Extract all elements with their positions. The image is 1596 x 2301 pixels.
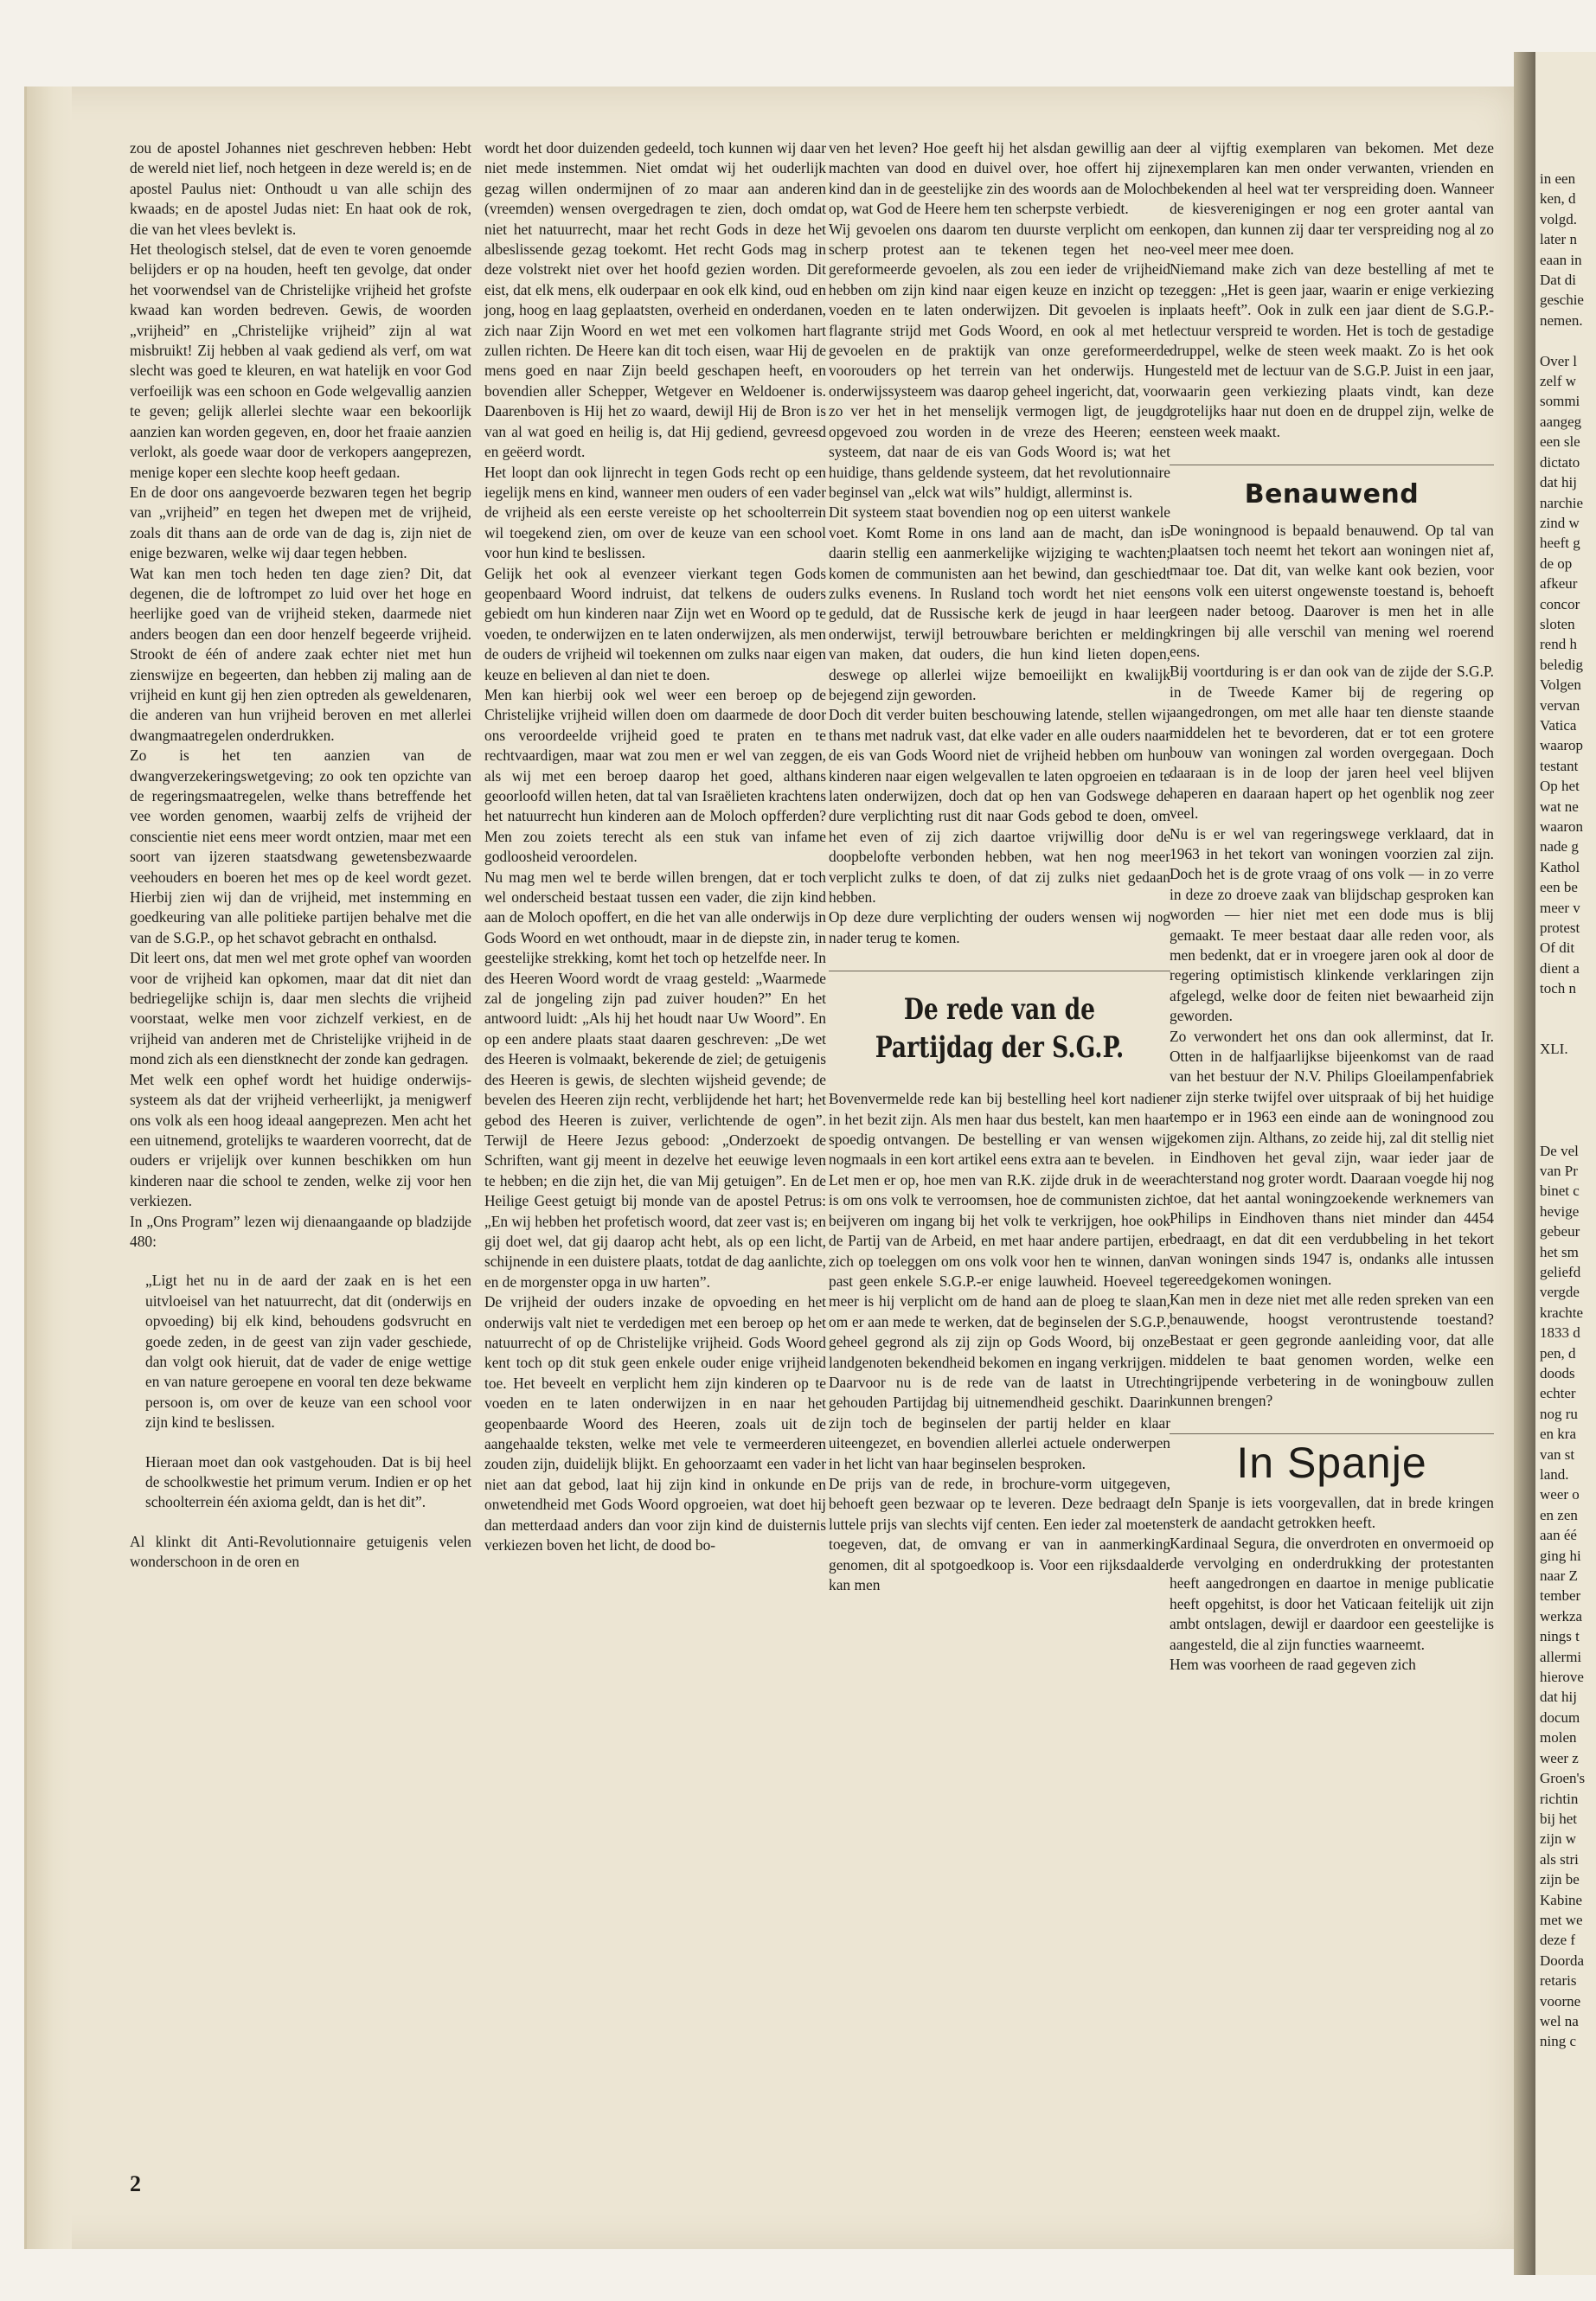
paragraph: Bij voortduring is er dan ook van de zijde der S.G.P. in de Tweede Kamer bij de regering op aangedrongen, om met alle haar ten dienste staande middelen het te bevorderen, dat er tot een grotere bouw van woningen zal worden overgegaan. Doch daaraan is in de loop der jaren heel veel blijven haperen en daaraan hapert op het ogenblik nog zeer veel.	[1170, 663, 1494, 823]
fragment-line: nade g	[1540, 838, 1579, 856]
fragment-line: concor	[1540, 595, 1580, 612]
fragment-line: dictato	[1540, 453, 1580, 471]
paragraph: Wij gevoelen ons daarom ten duurste verplicht om een scherp protest aan te tekenen tegen het neo-gereformeerde gevoelen, als zou een ieder de vrijheid hebben om zijn kind naar eigen keuze en inzicht op te voeden en te laten onderwijzen. Dit gevoelen is in flagrante strijd met Gods Woord, en ook al met het gevoelen en de praktijk van onze gereformeerde voorouders op het terrein van het onderwijs. Hun onderwijssysteem was daarop geheel ingericht, dat, voor zo ver het in het menselijk vermogen ligt, de jeugd opgevoed zou worden in de vreze des Heeren; een systeem, dat naar de eis van Gods Woord is; wat het huidige, thans geldende systeem, dat het revolutionnaire beginsel van „elck wat wils” huldigt, allerminst is.	[829, 220, 1170, 501]
paragraph: Niemand make zich van deze bestelling af met te zeggen: „Het is geen jaar, waarin er enige verkiezing plaats heeft”. Ook in zulk een jaar dient de S.G.P.-lectuur verspreid te worden. Het is toch de gestadige druppel, welke de steen week maakt. Zo is het ook gesteld met de lectuur van de S.G.P. Juist in een jaar, waarin geen verkiezing plaats vindt, kan deze grotelijks haar nut doen en de druppel zijn, welke de steen week maakt.	[1170, 260, 1494, 440]
fragment-line	[1540, 330, 1596, 350]
fragment-line: 1833 d	[1540, 1324, 1580, 1342]
paragraph: En de door ons aangevoerde bezwaren tegen het begrip van „vrijheid” en tegen het dwepen met de vrijheid, zoals dit thans aan de orde van de dag is, zijn niet de enige bezwaren, welke wij daar tegen hebben.	[130, 483, 471, 562]
fragment-line: vervan	[1540, 696, 1580, 714]
fragment-line: Dat di	[1540, 272, 1577, 289]
fragment-line: een sle	[1540, 433, 1580, 451]
fragment-line: geliefd	[1540, 1263, 1581, 1280]
fragment-line: XLI.	[1540, 1041, 1568, 1058]
fragment-line: vergde	[1540, 1284, 1580, 1301]
paragraph: Met welk een ophef wordt het huidige onderwijs-systeem als dat der vrijheid verheerlijkt, ja menigwerf ons volk als een hoog ideaal aangeprezen. Men acht het een uitnemend, grotelijks te waarderen voorrecht, dat de ouders er vrijelijk over kunnen beschikken om hun kinderen naar die school te zenden, welke zij voor hen verkiezen.	[130, 1070, 471, 1210]
paragraph: Kardinaal Segura, die onverdroten en onvermoeid op de vervolging en onderdrukking der protestanten heeft aangedrongen en daartoe in menige publicatie heeft opgehitst, is door het Vaticaan feitelijk uit zijn ambt ontslagen, dewijl er daardoor een geestelijke is aangesteld, die al zijn functies waarneemt.	[1170, 1534, 1494, 1653]
fragment-line: binet c	[1540, 1183, 1580, 1200]
fragment-line: een be	[1540, 879, 1578, 896]
fragment-line: naar Z	[1540, 1567, 1578, 1585]
fragment-line: land.	[1540, 1466, 1569, 1483]
paragraph: Doch dit verder buiten beschouwing latende, stellen wij thans met nadruk vast, dat elke vader en alle ouders naar de eis van Gods Woord niet de vrijheid hebben om hun kinderen naar eigen welgevallen te laten opgroeien en te laten onderwijzen, doch dat op hen van Godswege de dure verplichting rust dit naar Gods gebod te doen, om het even of zij zich daartoe vrijwillig door de doopbelofte verbonden hebben, wat hen nog meer verplicht zulks te doen, of dat zij zulks niet gedaan hebben.	[829, 706, 1170, 907]
fragment-line: sloten	[1540, 615, 1575, 632]
fragment-line: toch n	[1540, 980, 1577, 997]
paragraph: Gelijk het ook al evenzeer vierkant tegen Gods geopenbaard Woord indruist, dat telkens de ouders gebiedt om hun kinderen naar Zijn wet en Woord op te voeden, te onderwijzen en te laten onderwijzen, als men de ouders de vrijheid wil toekennen om zulks naar eigen keuze en believen al dan niet te doen.	[484, 564, 826, 683]
fragment-line: weer z	[1540, 1749, 1579, 1766]
fragment-line: Op het	[1540, 778, 1580, 795]
fragment-line: zind w	[1540, 514, 1580, 531]
quote-paragraph: Hieraan moet dan ook vastgehouden. Dat is bij heel de schoolkwestie het primum verum. Indien er op het schoolterrein één axioma geldt, dan is het dit”.	[145, 1452, 471, 1511]
fragment-line: sommi	[1540, 393, 1580, 410]
fragment-line: docum	[1540, 1708, 1580, 1726]
fragment-line	[1540, 1080, 1596, 1099]
fragment-line: van Pr	[1540, 1162, 1578, 1179]
paragraph: Het loopt dan ook lijnrecht in tegen Gods recht op een iegelijk mens en kind, wanneer men ouders of een vader de vrijheid als een eerste vereiste op het schoolterrein wil toegekend zien, om over de keuze van een school voor hun kind te beslissen.	[484, 463, 826, 562]
paragraph: Zo verwondert het ons dan ook allerminst, dat Ir. Otten in de halfjaarlijkse bijeenkomst van de raad van het bestuur der N.V. Philips Gloeilampenfabriek er zijn sterke twijfel over uitspraak of bij het huidige tempo er in 1963 een einde aan de woningnood zou gekomen zijn. Althans, zo zeide hij, zal dit stellig niet in Eindhoven het geval zijn, waar ieder jaar de achterstand nog groter wordt. Daaraan voegde hij nog toe, dat het aantal woningzoekende werknemers van Philips in Eindhoven thans niet minder dan 4454 bedraagt, en dat dit een verdubbeling in het tekort van woningen sinds 1947 is, ondanks alle intussen gereedgekomen woningen.	[1170, 1027, 1494, 1288]
paragraph: Men kan hierbij ook wel weer een beroep op de Christelijke vrijheid willen doen om daarmede de door ons veroordeelde vrijheid goed te praten en te rechtvaardigen, maar wat zou men er wel van zeggen, als wij met een beroep daarop het goed, althans geoorloofd willen heten, dat tal van Israëlieten krachtens het natuurrecht hun kinderen aan de Moloch opfferden? Men zou zoiets terecht als een stuk van infame godloosheid veroordelen.	[484, 685, 827, 866]
fragment-line: Groen's	[1540, 1770, 1586, 1787]
fragment-line: wel na	[1540, 2012, 1579, 2029]
fragment-line	[1540, 1100, 1596, 1120]
fragment-line: afkeur	[1540, 575, 1578, 593]
paragraph: Daarvoor nu is de rede van de laatst in Utrecht gehouden Partijdag bij uitnemendheid geschikt. Daarin zijn toch de beginselen der partij helder en klaar uiteengezet, en bovendien allerlei actuele onderwerpen in het licht van haar beginselen besproken.	[829, 1373, 1170, 1472]
fragment-line: meer v	[1540, 899, 1580, 916]
fragment-line: waarop	[1540, 737, 1584, 754]
fragment-line: wat ne	[1540, 798, 1579, 815]
fragment-line	[1540, 1060, 1596, 1080]
fragment-line: volgd.	[1540, 210, 1577, 228]
heading-partijdag: De rede van de Partijdag der S.G.P.	[875, 992, 1125, 1066]
fragment-line: van st	[1540, 1445, 1575, 1463]
fragment-line	[1540, 999, 1596, 1019]
column-4	[1170, 138, 1494, 1675]
column-3	[829, 138, 1170, 1595]
heading-spanje: In Spanje	[1236, 1439, 1427, 1488]
fragment-line: aan éé	[1540, 1527, 1577, 1544]
paragraph: Wat kan men toch heden ten dage zien? Dit, dat degenen, die de loftrompet zo luid over het hoge en heerlijke goed van de vrijheid steken, daarmede niet anders beogen dan een door henzelf begeerde vrijheid. Strookt de één of andere zaak echter niet met hun zienswijze en begeerten, dan hebben zij maling aan de vrijheid en kunt gij hen zien optreden als geweldenaren, die anderen van hun vrijheid beroven en met allerlei dwangmaatregelen onderdrukken.	[130, 564, 471, 744]
fragment-line: allermi	[1540, 1648, 1582, 1665]
fragment-line: nemen.	[1540, 311, 1583, 329]
fragment-line: deze f	[1540, 1932, 1576, 1949]
paragraph: Op deze dure verplichting der ouders wensen wij nog nader terug te komen.	[829, 908, 1170, 946]
fragment-line: rend h	[1540, 636, 1577, 653]
fragment-line: werkza	[1540, 1607, 1583, 1625]
fragment-line: met we	[1540, 1911, 1583, 1928]
fragment-line: Doorda	[1540, 1952, 1584, 1969]
fragment-line: hevige	[1540, 1202, 1580, 1220]
fragment-line: Of dit	[1540, 939, 1575, 957]
paragraph: wordt het door duizenden gedeeld, toch kunnen wij daar niet mede instemmen. Niet omdat wij het ouderlijk gezag willen ondermijnen of zo maar aan anderen (vreemden) wensen overgedragen te zien, doch omdat niet het natuurrecht, maar het recht Gods in deze het albeslissende gezag toekomt. Het recht Gods mag in deze volstrekt niet over het hoofd gezien worden. Dit eist, dat elk mens, elk ouderpaar en ook elk kind, oud en jong, hoog en laag geplaatsten, overheid en onderdanen, zich naar Zijn Woord en wet met een volkomen hart zullen richten. De Heere kan dit toch eisen, waar Hij de mens goed en naar Zijn beeld geschapen heeft, en bovendien aller Schepper, Wetgever en Weldoener is. Daarenboven is Hij het zo waard, dewijl Hij de Bron is van al wat goed en heilig is, dat Hij gediend, gevreesd en geëerd wordt.	[484, 139, 826, 461]
fragment-line: testant	[1540, 757, 1579, 774]
fragment-line: Volgen	[1540, 676, 1581, 694]
fragment-line: Kathol	[1540, 858, 1580, 875]
fragment-line: dat hij	[1540, 1689, 1577, 1706]
fragment-line: waaron	[1540, 818, 1584, 835]
paragraph: De woningnood is bepaald benauwend. Op tal van plaatsen toch neemt het tekort aan woningen niet af, maar toe. Dat dit, van welke kant ook bezien, voor ons volk een uiterst ongewenste toestand is, behoeft geen nader betoog. Daarover is men het in alle kringen bij alle verschil van mening wel roerend eens.	[1170, 521, 1494, 660]
fragment-line: Vatica	[1540, 716, 1577, 734]
page-number: 2	[130, 2171, 141, 2196]
fragment-line: tember	[1540, 1587, 1581, 1605]
fragment-line: ging hi	[1540, 1547, 1581, 1564]
fragment-line: heeft g	[1540, 535, 1580, 552]
paragraph: Hem was voorheen de raad gegeven zich	[1170, 1656, 1416, 1674]
binding-edge	[24, 87, 72, 2249]
paragraph: Al klinkt dit Anti-Revolutionnaire getuigenis velen wonderschoon in de oren en	[130, 1532, 471, 1571]
fragment-line: en kra	[1540, 1426, 1577, 1443]
paragraph: De prijs van de rede, in brochure-vorm uitgegeven, behoeft geen bezwaar op te leveren. Deze bedraagt de luttele prijs van slechts vijf centen. Een ieder zal moeten toegeven, dat, de omvang er van in aanmerking genomen, dit al spotgoedkoop is. Voor een rijksdaalder kan men	[829, 1474, 1170, 1593]
fragment-line: gebeur	[1540, 1223, 1580, 1240]
fragment-line: protest	[1540, 920, 1580, 937]
paragraph: Dit systeem staat bovendien nog op een uiterst wankele voet. Komt Rome in ons land aan de macht, dan is daarin stellig een aanmerkelijke wijziging te wachten; komen de communisten aan het bewind, dan geschiedt zulks evenens. In Rusland toch wordt het niet eens geduld, dat de Russische kerk de jeugd in haar leer onderwijst, terwijl betrouwbare berichten er melding van maken, dat ouders, die hun kind lieten dopen, deswege op allerlei wijze bemoeilijkt en kwalijk bejegend zijn geworden.	[829, 503, 1170, 703]
fragment-line: De vel	[1540, 1142, 1579, 1159]
fragment-line: weer o	[1540, 1486, 1580, 1503]
fragment-line: voorne	[1540, 1992, 1581, 2009]
paragraph: Bovenvermelde rede kan bij bestelling heel kort nadien in het bezit zijn. Als men haar dus bestelt, kan men haar spoedig ontvangen. De bestelling er van wensen wij nogmaals in een kort artikel eens extra aan te bevelen.	[829, 1090, 1170, 1169]
paragraph: In Spanje is iets voorgevallen, dat in brede kringen sterk de aandacht getrokken heeft.	[1170, 1493, 1494, 1532]
fragment-line: doods	[1540, 1364, 1575, 1381]
fragment-line: richtin	[1540, 1790, 1579, 1807]
fragment-line: hierove	[1540, 1669, 1584, 1686]
fragment-line: nog ru	[1540, 1405, 1578, 1422]
fragment-line: de op	[1540, 554, 1573, 572]
fragment-line: zijn be	[1540, 1871, 1580, 1888]
quote-paragraph: „Ligt het nu in de aard der zaak en is het een uitvloeisel van het natuurrecht, dat dit (onderwijs en opvoeding) bij elk kind, behoudens godsvrucht en goede zeden, in de geest van zijn vader geschiede, dan volgt ook hieruit, dat de vader de enige wettige en van nature geroepene en vooral ten deze bekwame persoon is, om over de keuze van een school voor zijn kind te beslissen.	[145, 1272, 471, 1432]
fragment-line: zelf w	[1540, 373, 1577, 390]
fragment-line: Kabine	[1540, 1891, 1583, 1908]
fragment-line: als stri	[1540, 1850, 1579, 1868]
paragraph: ven het leven? Hoe geeft hij het alsdan gewillig aan de machten van dood en duivel over, hoe offert hij zijn kind dan in de geestelijke zin des woords aan de Moloch op, wat God de Heere hem ten scherpste verbiedt.	[829, 139, 1170, 218]
fragment-line: zijn w	[1540, 1830, 1577, 1848]
fragment-line: bij het	[1540, 1810, 1577, 1827]
heading-benauwend: Benauwend	[1244, 479, 1420, 510]
paragraph: In „Ons Program” lezen wij dienaangaande op bladzijde 480:	[130, 1212, 471, 1250]
fragment-line: eaan in	[1540, 251, 1582, 268]
fragment-line: ken, d	[1540, 190, 1576, 208]
fragment-line: dat hij	[1540, 474, 1577, 491]
fragment-line: later n	[1540, 231, 1577, 248]
fragment-line	[1540, 1120, 1596, 1140]
fragment-line: nings t	[1540, 1628, 1580, 1645]
fragment-line: molen	[1540, 1729, 1577, 1747]
paragraph: Dit leert ons, dat men wel met grote ophef van woorden voor de vrijheid kan opkomen, maar dat dit niet dan bedriegelijke schijn is, daar men slechts die vrijheid voorstaat, welke men voor zichzelf verkiest, en de vrijheid van anderen met de Christelijke vrijheid in de mond zich als een dienstknecht der zonde kan gedragen.	[130, 949, 471, 1068]
paragraph: Het theologisch stelsel, dat de even te voren genoemde belijders er op na houden, heeft ten gevolge, dat onder het voorwendsel van de Christelijke vrijheid het grofste kwaad kan worden bedreven. Gewis, de woorden „vrijheid” en „Christelijke vrijheid” zijn al wat misbruikt! Zij hebben al vaak gediend als verf, om wat slecht was goed te kleuren, en wat hatelijk en voor God verfoeilijk was een schoon en Gode welgevallig aanzien te geven; gelijk allerlei slechte waar een bekoorlijk aanzien kan worden gegeven, en, door het fraaie aanzien verlokt, als goede waar door de verkopers aangeprezen, menige koper een slechte koop heeft gedaan.	[130, 240, 471, 481]
fragment-line: pen, d	[1540, 1344, 1576, 1362]
paragraph: Kan men in deze niet met alle reden spreken van een benauwende, hoogst verontrustende toestand? Bestaat er geen gegronde aanleiding voor, dat alle middelen te baat genomen worden, welke een ingrijpende verbetering in de woningbouw zullen kunnen brengen?	[1170, 1290, 1494, 1409]
fragment-line: beledig	[1540, 656, 1584, 673]
column-1	[130, 138, 471, 1573]
fragment-line: geschie	[1540, 292, 1584, 309]
fragment-line: krachte	[1540, 1304, 1584, 1321]
fragment-line: narchie	[1540, 494, 1584, 511]
next-page-fragments	[1540, 169, 1596, 2052]
fragment-line: het sm	[1540, 1243, 1579, 1260]
column-2	[484, 138, 826, 1555]
paragraph: er al vijftig exemplaren van bekomen. Met deze exemplaren kan men onder verwanten, vrienden en bekenden al heel wat ter verspreiding doen. Wanneer de kiesverenigingen er nog een groter aantal van kopen, dan kunnen zij daar ter verspreiding nog al zo veel meer mee doen.	[1170, 139, 1494, 259]
fragment-line: in een	[1540, 170, 1576, 187]
fragment-line: ning c	[1540, 2033, 1577, 2050]
fragment-line: dient a	[1540, 959, 1580, 977]
paragraph: zou de apostel Johannes niet geschreven hebben: Hebt de wereld niet lief, noch hetgeen in deze wereld is; en de apostel Paulus niet: Onthoudt u van alle schijn des kwaads; en de apostel Judas niet: En haat ook de rok, die van het vlees bevlekt is.	[130, 139, 471, 238]
section-divider	[1170, 1433, 1494, 1434]
paragraph: Zo is het ten aanzien van de dwangverzekeringswetgeving; zo ook ten opzichte van de regeringsmaatregelen, welke thans betreffende het vee worden genomen, waarbij zelfs de vrijheid der conscientie niet eens meer wordt ontzien, maar met een soort van ijzeren staatsdwang gewetensbezwaarde veehouders en boeren het mes op de keel wordt gezet. Hierbij zien wij dan de vrijheid, met instemming en goedkeuring van alle politieke partijen behalve met die van de S.G.P., op het schavot gebracht en onthalsd.	[130, 747, 471, 946]
paragraph: Nu is er wel van regeringswege verklaard, dat in 1963 in het tekort van woningen voorzien zal zijn. Doch het is de grote vraag of ons volk — in zo verre in deze zo droeve zaak van blijdschap gesproken kan worden — hier niet met een dode mus is blij gemaakt. Te meer bestaat daar alle reden voor, als men bedenkt, dat er in vroegere jaren ook al door de regering optimistisch klinkende verklaringen zijn afgelegd, welke door de feiten niet bewaarheid zijn geworden.	[1170, 824, 1494, 1025]
page-spine	[1514, 52, 1535, 2275]
fragment-line	[1540, 1019, 1596, 1039]
fragment-line: aangeg	[1540, 413, 1582, 430]
fragment-line: echter	[1540, 1385, 1576, 1402]
paragraph: Nu mag men wel te berde willen brengen, dat er toch wel onderscheid bestaat tussen een vader, die zijn kind aan de Moloch opoffert, en die het van alle onderwijs in Gods Woord en wet onthoudt, maar in de diepste zin, in geestelijke strekking, komt het toch op hetzelfde neer. In des Heeren Woord wordt de vraag gesteld: „Waarmede zal de jongeling zijn pad zuiver houden?” En het antwoord luidt: „Als hij het houdt naar Uw Woord”. En op een andere plaats staat daaren geschreven: „De wet des Heeren is volmaakt, bekerende de ziel; de getuigenis des Heeren is gewis, de slechten wijsheid gevende; de bevelen des Heeren zijn recht, verblijdende het hart; het gebod des Heeren is zuiver, verlichtende de ogen”. Terwijl de Heere Jezus gebood: „Onderzoekt de Schriften, want gij meent in dezelve het eeuwige leven te hebben; en die zijn het, die van Mij getuigen”. En de Heilige Geest getuigt bij monde van de apostel Petrus: „En wij hebben het profetisch woord, dat zeer vast is; en gij doet wel, dat gij daarop acht hebt, als op een licht, schijnende in een duistere plaats, totdat de dag aanlichte, en de morgenster opga in uw harten”.	[484, 868, 827, 1291]
paragraph: De vrijheid der ouders inzake de opvoeding en het onderwijs valt niet te verdedigen met een beroep op het natuurrecht of op de Christelijke vrijheid. Gods Woord kent toch op dit stuk geen enkele ouder enige vrijheid toe. Het beveelt en verplicht hem zijn kinderen op te voeden en te laten onderwijzen in en naar het geopenbaarde Woord des Heeren, zoals uit de aangehaalde teksten, welke met vele te vermeerderen zouden zijn, duidelijk blijkt. En gehoorzaamt een vader niet aan dat gebod, laat hij zijn kind in onkunde en onwetendheid met Gods Woord opgroeien, wat doet hij dan metterdaad anders dan voor zijn kind de duisternis verkiezen boven het licht, de dood bo-	[484, 1293, 826, 1554]
paragraph: Let men er op, hoe men van R.K. zijde druk in de weer is om ons volk te verroomsen, hoe de communisten zich beijveren om ingang bij het volk te verkrijgen, hoe ook de Partij van de Arbeid, en met haar andere partijen, er zich op toeleggen om ons volk voor hen te winnen, dan past geen enkele S.G.P.-er enige lauwheid. Hoeveel te meer is hij verplicht om de hand aan de ploeg te slaan, om er aan mede te werken, dat de beginselen der S.G.P., geheel gegrond als zij zijn op Gods Woord, bij onze landgenoten bekendheid bekomen en ingang verkrijgen.	[829, 1170, 1170, 1371]
fragment-line: Over l	[1540, 352, 1577, 369]
fragment-line: retaris	[1540, 1972, 1577, 1990]
fragment-line: en zen	[1540, 1506, 1578, 1523]
